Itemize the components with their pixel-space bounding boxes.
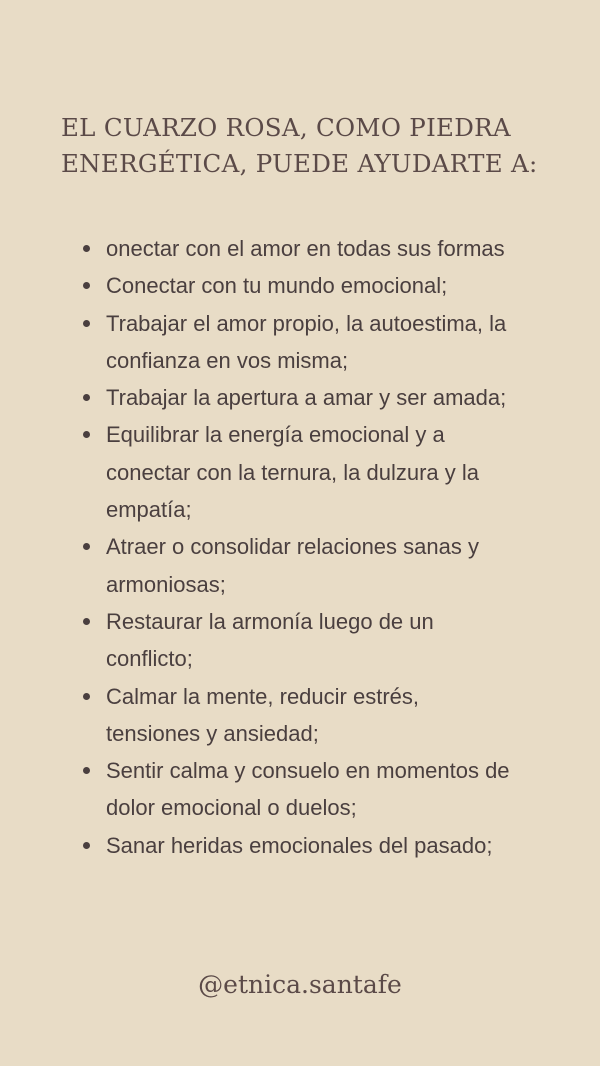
title-line-2: ENERGÉTICA, PUEDE AYUDARTE A:	[61, 149, 538, 178]
title-line-1: EL CUARZO ROSA, COMO PIEDRA	[61, 113, 511, 142]
benefits-list	[83, 230, 583, 864]
list-item	[83, 267, 583, 304]
bullet-icon	[83, 618, 90, 625]
page-title	[61, 110, 581, 182]
list-item	[83, 678, 583, 753]
list-item-text: Equilibrar la energía emocional y a	[106, 422, 445, 448]
list-item-text: empatía;	[106, 497, 192, 523]
bullet-icon	[83, 394, 90, 401]
list-item-text: Calmar la mente, reducir estrés,	[106, 683, 419, 709]
list-item-text: Atraer o consolidar relaciones sanas y	[106, 534, 479, 560]
bullet-icon	[83, 320, 90, 327]
list-item-text: conectar con la ternura, la dulzura y la	[106, 459, 479, 485]
bullet-icon	[83, 282, 90, 289]
bullet-icon	[83, 431, 90, 438]
list-item	[83, 416, 583, 528]
list-item-text: Restaurar la armonía luego de un	[106, 608, 434, 634]
list-item-text: Trabajar el amor propio, la autoestima, la	[106, 310, 507, 336]
list-item-text: armoniosas;	[106, 571, 226, 597]
list-item-text: Sanar heridas emocionales del pasado;	[106, 832, 493, 858]
list-item-text: Trabajar la apertura a amar y ser amada;	[106, 385, 507, 411]
list-item-text: Conectar con tu mundo emocional;	[106, 273, 448, 299]
list-item	[83, 379, 583, 416]
list-item-text: dolor emocional o duelos;	[106, 795, 357, 821]
list-item	[83, 528, 583, 603]
list-item	[83, 603, 583, 678]
bullet-icon	[83, 767, 90, 774]
list-item-text: confianza en vos misma;	[106, 347, 349, 373]
list-item	[83, 752, 583, 827]
list-item	[83, 230, 583, 267]
list-item-text: onectar con el amor en todas sus formas	[106, 236, 505, 261]
bullet-icon	[83, 245, 90, 252]
bullet-icon	[83, 543, 90, 550]
list-item-text: conflicto;	[106, 646, 193, 672]
list-item-text: Sentir calma y consuelo en momentos de	[106, 758, 510, 784]
list-item	[83, 827, 583, 864]
list-item	[83, 305, 583, 380]
list-item-text: tensiones y ansiedad;	[106, 720, 319, 746]
social-handle: @etnica.santafe	[198, 970, 402, 999]
bullet-icon	[83, 842, 90, 849]
bullet-icon	[83, 693, 90, 700]
